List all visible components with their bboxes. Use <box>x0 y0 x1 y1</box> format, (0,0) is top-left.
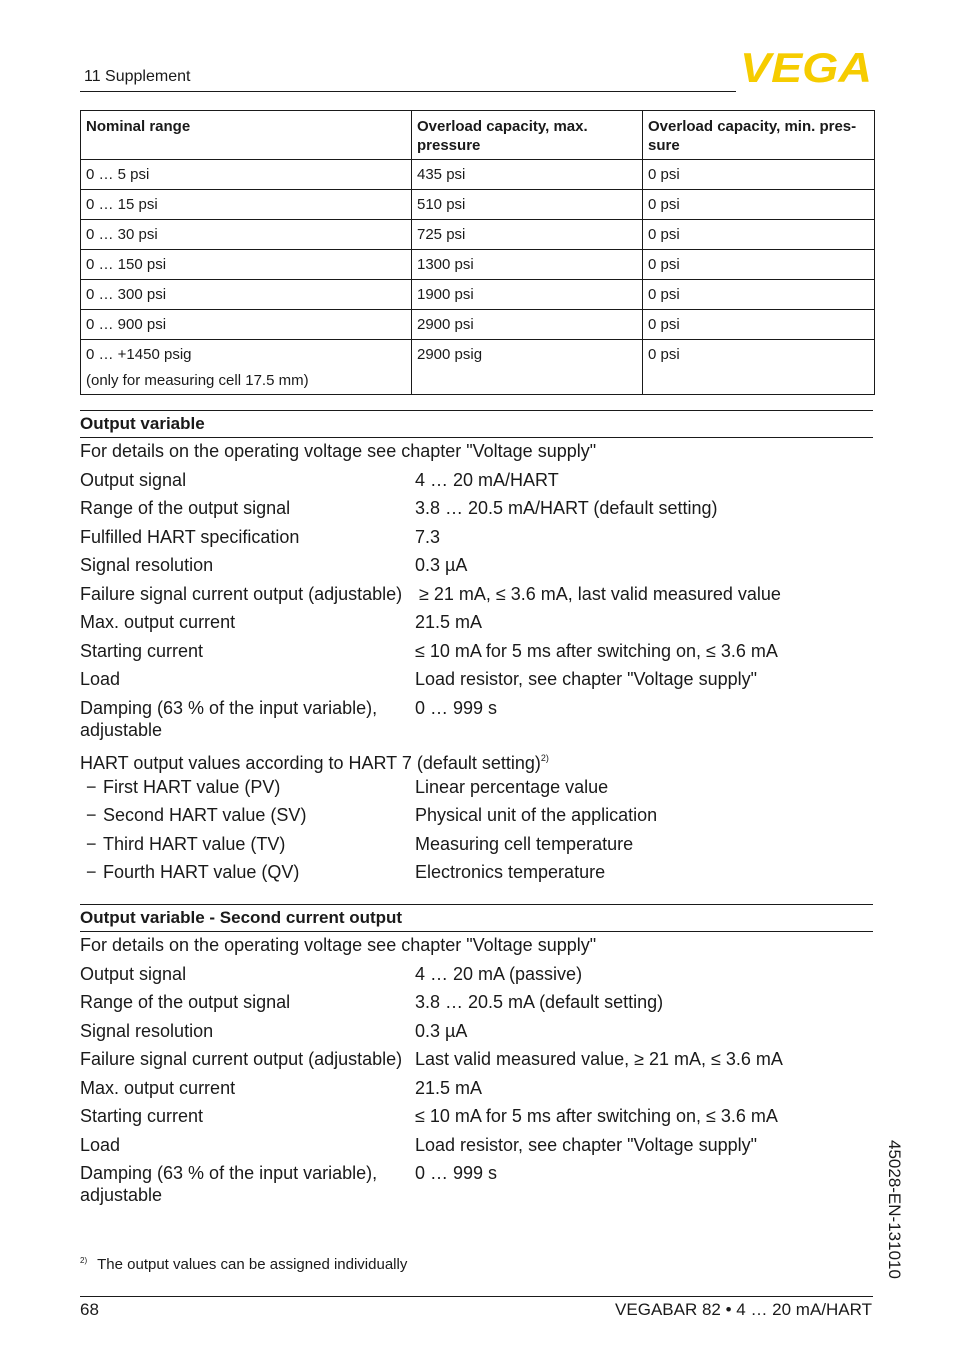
spec-label: Max. output current <box>80 1078 236 1098</box>
spec-value: 7.3 <box>415 527 441 547</box>
table-cell: 1900 psi <box>412 280 643 310</box>
table-header-row <box>81 111 875 160</box>
spec-label: Load <box>80 1135 121 1155</box>
table-cell: 0 psi <box>643 310 875 340</box>
dash: − <box>86 834 97 854</box>
table-cell: 2900 psi <box>412 310 643 340</box>
table-cell <box>81 340 412 395</box>
table-row <box>81 250 875 280</box>
footer-rule <box>80 1296 873 1297</box>
table-cell: 2900 psig <box>412 340 643 395</box>
hart-value: Physical unit of the application <box>415 805 658 825</box>
spec-value: 21.5 mA <box>415 612 483 632</box>
section-heading-output-variable: Output variable <box>80 410 873 438</box>
dash: − <box>86 777 97 797</box>
spec-label: Starting current <box>80 1106 204 1126</box>
dash: − <box>86 862 97 882</box>
header-rule <box>80 91 736 92</box>
document-id: 45028-EN-131010 <box>885 1140 904 1279</box>
table-row <box>81 220 875 250</box>
table-cell: 0 … 30 psi <box>81 220 412 250</box>
table-cell: 725 psi <box>412 220 643 250</box>
spec-value: 21.5 mA <box>415 1078 483 1098</box>
spec-value: ≥ 21 mA, ≤ 3.6 mA, last valid measured value <box>419 584 781 604</box>
spec-label: Max. output current <box>80 612 236 632</box>
hart-value: Linear percentage value <box>415 777 609 797</box>
spec-label: Failure signal current output (adjustable) <box>80 1049 403 1069</box>
spec-value: Last valid measured value, ≥ 21 mA, ≤ 3.6 mA <box>415 1049 783 1069</box>
table-cell: 0 psi <box>643 190 875 220</box>
spec-value: ≤ 10 mA for 5 ms after switching on, ≤ 3.6 mA <box>415 641 778 661</box>
hart-label-text: First HART value (PV) <box>103 777 281 797</box>
table-cell: 0 psi <box>643 250 875 280</box>
table-row <box>81 280 875 310</box>
hart-value-label <box>86 861 299 883</box>
spec-value: 3.8 … 20.5 mA (default setting) <box>415 992 664 1012</box>
footnote-ref: 2) <box>540 753 549 763</box>
column-header: Overload capacity, min. pres-sure <box>643 111 875 160</box>
spec-value: Load resistor, see chapter "Voltage supply" <box>415 1135 757 1155</box>
spec-label: Fulfilled HART specification <box>80 527 300 547</box>
cell-value: 0 … +1450 psig <box>86 346 192 363</box>
spec-label: Signal resolution <box>80 555 214 575</box>
section-heading-second-output: Output variable - Second current output <box>80 904 873 932</box>
table-cell: 0 psi <box>643 160 875 190</box>
spec-value: 4 … 20 mA (passive) <box>415 964 583 984</box>
column-header: Nominal range <box>81 111 412 160</box>
table-cell: 0 psi <box>643 280 875 310</box>
table-cell: 0 … 150 psi <box>81 250 412 280</box>
table-row <box>81 340 875 395</box>
logo-text: VEGA <box>740 50 872 86</box>
spec-label: Load <box>80 669 121 689</box>
table-cell: 0 … 300 psi <box>81 280 412 310</box>
cell-note: (only for measuring cell 17.5 mm) <box>86 372 309 389</box>
hart-label-text: Fourth HART value (QV) <box>103 862 300 882</box>
hart-value-label <box>86 776 280 798</box>
table-cell: 0 … 900 psi <box>81 310 412 340</box>
spec-value: Load resistor, see chapter "Voltage supply" <box>415 669 757 689</box>
spec-value: 0 … 999 s <box>415 1163 498 1183</box>
spec-value: 4 … 20 mA/HART <box>415 470 559 490</box>
footnote <box>80 1256 407 1273</box>
footnote-text: The output values can be assigned individually <box>97 1256 408 1273</box>
table-cell: 0 psi <box>643 340 875 395</box>
spec-value: 0 … 999 s <box>415 698 498 718</box>
table-row <box>81 190 875 220</box>
hart-label-text: Second HART value (SV) <box>103 805 307 825</box>
table-cell: 510 psi <box>412 190 643 220</box>
spec-label: Signal resolution <box>80 1021 214 1041</box>
intro-text: For details on the operating voltage see chapter "Voltage supply" <box>80 441 597 461</box>
table-cell: 0 psi <box>643 220 875 250</box>
spec-value: 3.8 … 20.5 mA/HART (default setting) <box>415 498 718 518</box>
intro-text: For details on the operating voltage see chapter "Voltage supply" <box>80 935 597 955</box>
vega-logo <box>740 50 874 86</box>
spec-value: ≤ 10 mA for 5 ms after switching on, ≤ 3.6 mA <box>415 1106 778 1126</box>
table-row <box>81 160 875 190</box>
hart-heading-text: HART output values according to HART 7 (default setting) <box>80 753 541 773</box>
spec-label: Output signal <box>80 470 187 490</box>
hart-label-text: Third HART value (TV) <box>103 834 286 854</box>
spec-value: 0.3 µA <box>415 555 468 575</box>
spec-label: Failure signal current output (adjustable) <box>80 584 403 604</box>
spec-label: Damping (63 % of the input variable), adjustable <box>80 1163 378 1205</box>
hart-heading <box>80 747 549 774</box>
table-cell: 0 … 15 psi <box>81 190 412 220</box>
footer-title: VEGABAR 82 • 4 … 20 mA/HART <box>615 1300 872 1319</box>
spec-label: Output signal <box>80 964 187 984</box>
spec-label: Starting current <box>80 641 204 661</box>
hart-value-label <box>86 833 285 855</box>
table-cell: 0 … 5 psi <box>81 160 412 190</box>
page-number: 68 <box>80 1300 99 1319</box>
table-cell: 435 psi <box>412 160 643 190</box>
spec-label: Range of the output signal <box>80 992 291 1012</box>
hart-value: Measuring cell temperature <box>415 834 634 854</box>
spec-value: 0.3 µA <box>415 1021 468 1041</box>
column-header: Overload capacity, max. pressure <box>412 111 643 160</box>
table-cell: 1300 psi <box>412 250 643 280</box>
pressure-table <box>80 110 875 395</box>
table-row <box>81 310 875 340</box>
hart-value-label <box>86 804 306 826</box>
dash: − <box>86 805 97 825</box>
spec-label: Range of the output signal <box>80 498 291 518</box>
spec-label: Damping (63 % of the input variable), adjustable <box>80 698 378 740</box>
footnote-marker: 2) <box>80 1256 88 1265</box>
section-label: 11 Supplement <box>84 68 191 85</box>
hart-value: Electronics temperature <box>415 862 606 882</box>
